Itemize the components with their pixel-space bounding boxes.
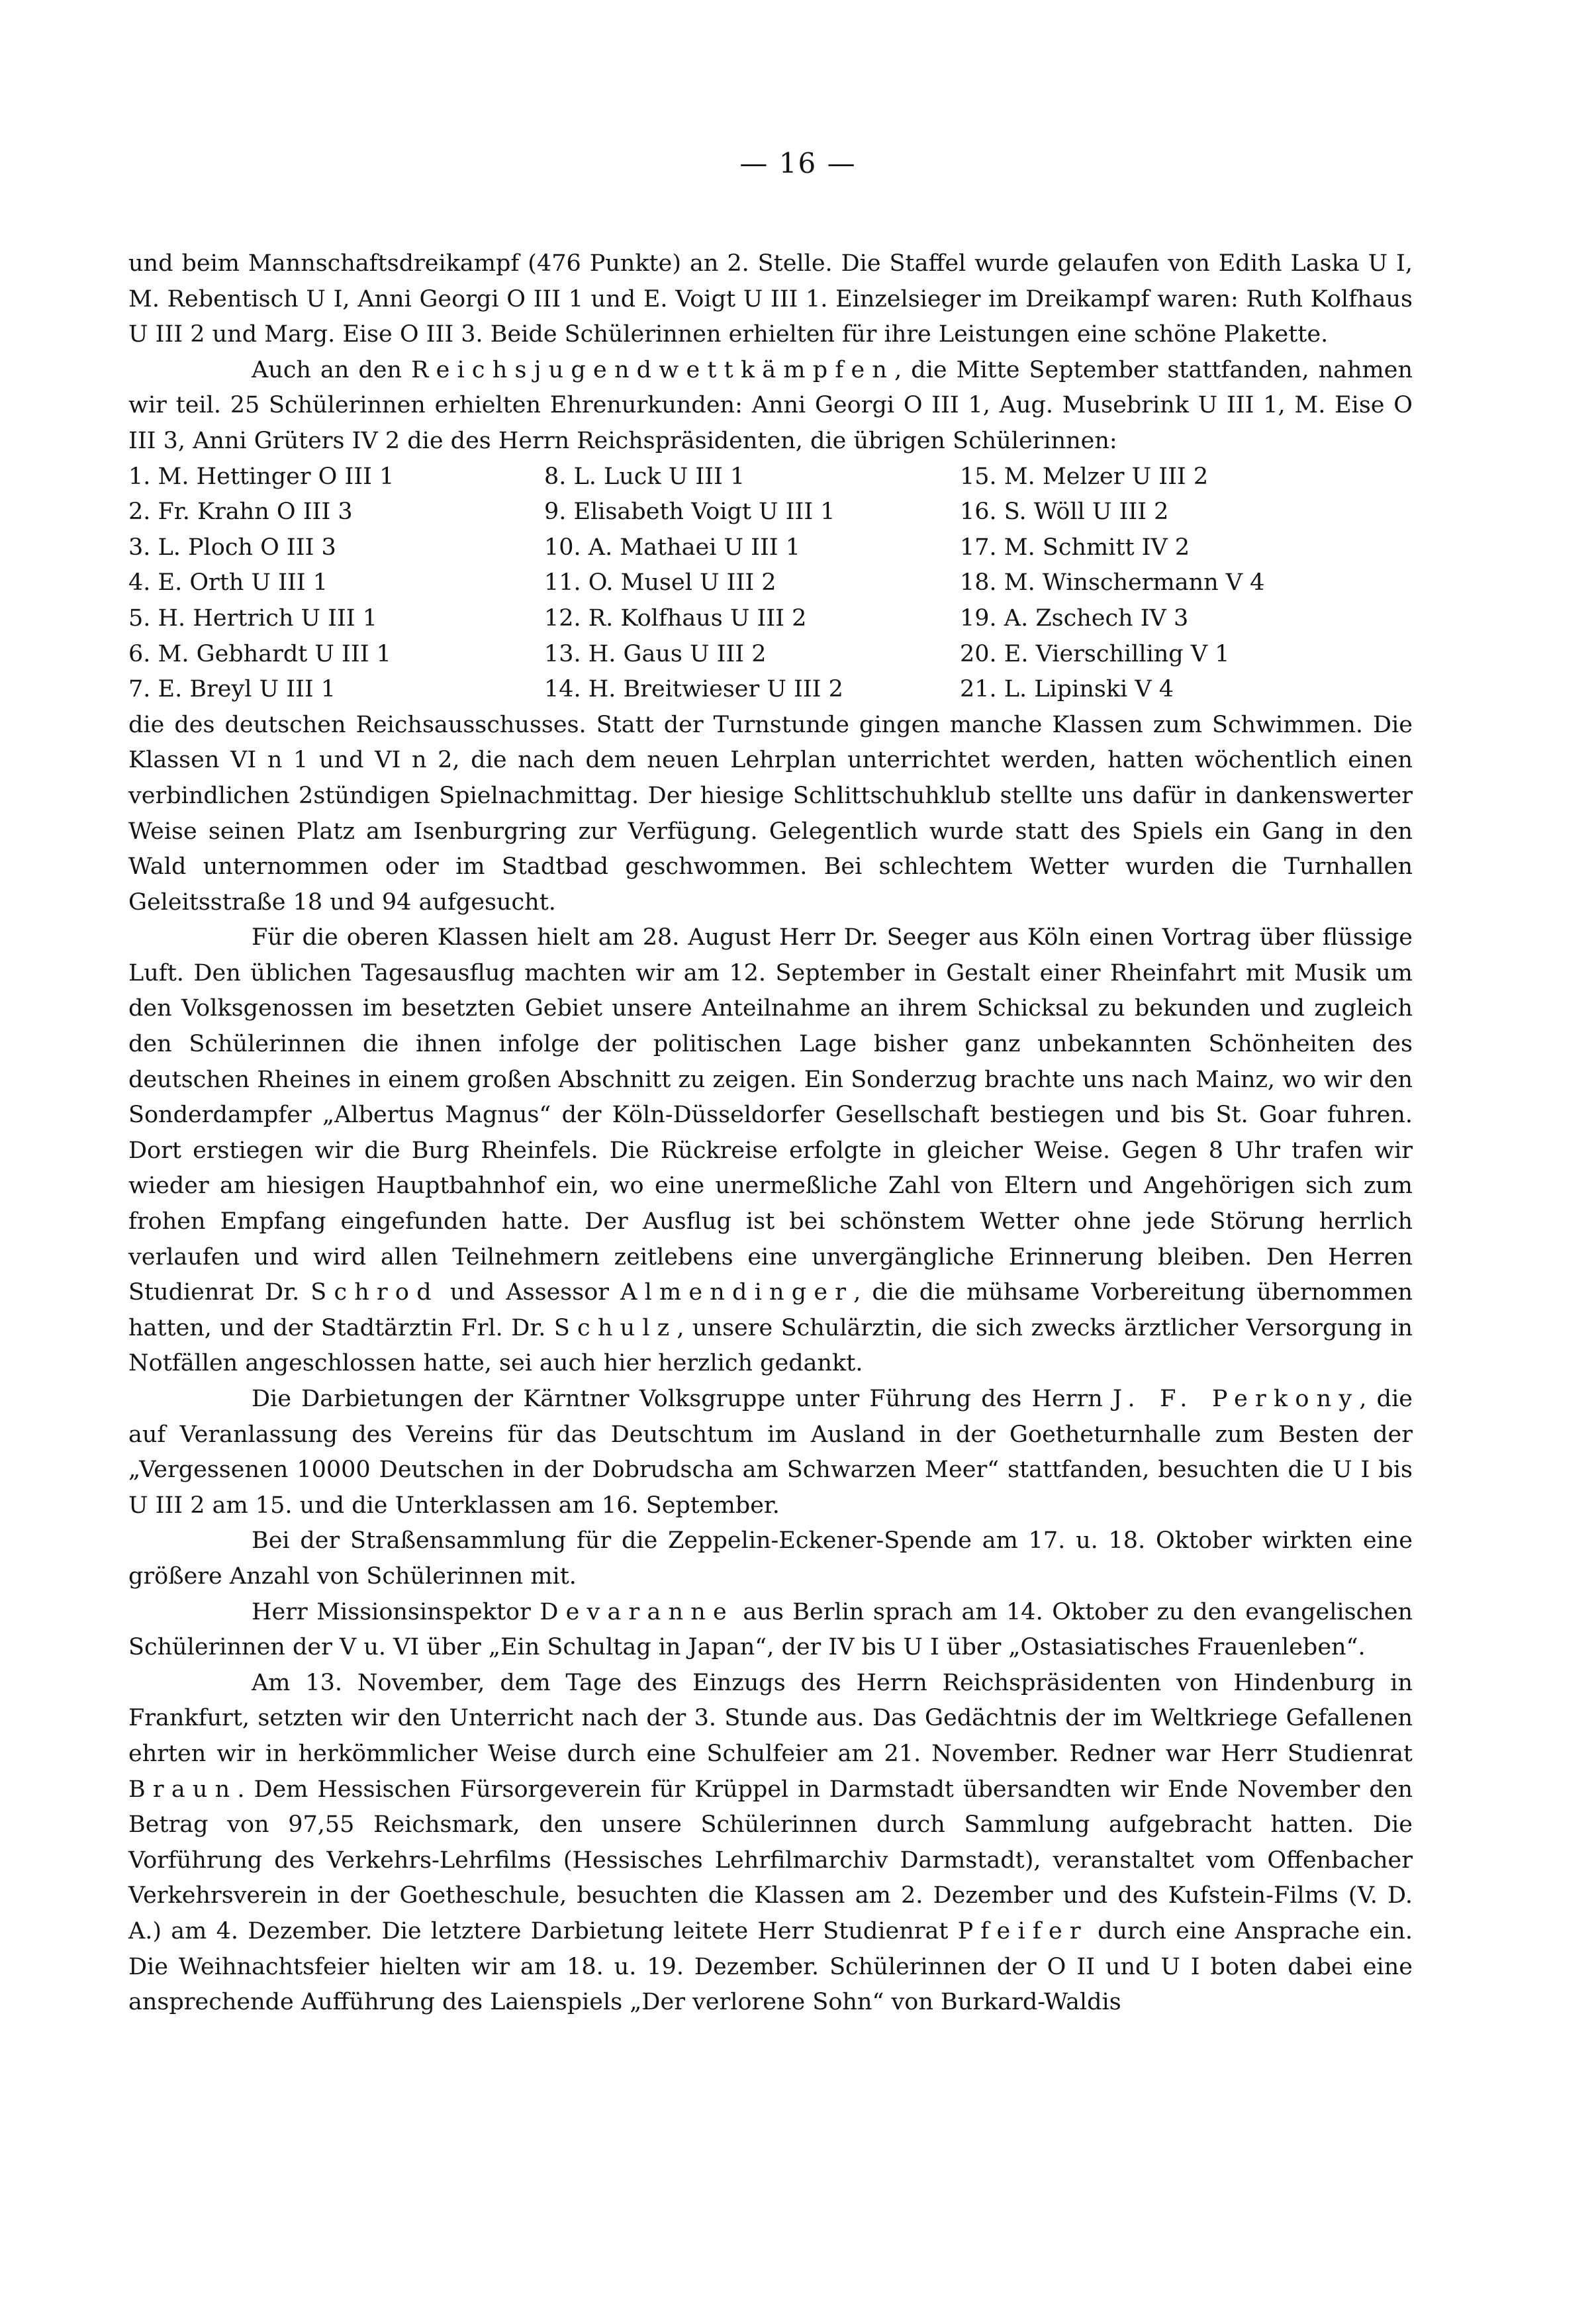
page-number: — 16 — [739,147,857,179]
paragraph-turnen: die des deutschen Reichsausschusses. Statt der Turnstunde gingen manche Klassen zum Schwimmen. Die Klassen VI n 1 und VI n 2, die nach dem neuen Lehrplan unterrichtet werden, hatten wöchentlich einen verbindlichen 2stündigen Spielnachmittag. Der hiesige Schlittschuhklub stellte uns dafür in dankenswerter Weise seinen Platz am Isenburgring zur Verfügung. Gelegentlich wurde statt des Spiels ein Gang in den Wald unternommen oder im Stadtbad geschwommen. Bei schlechtem Wetter wurden die Turnhallen Geleitsstraße 18 und 94 aufgesucht. [128,711,1413,916]
body-text [128,246,1413,2021]
list-item: 16. S. Wöll U III 2 [960,499,1169,526]
list-item: 1. M. Hettinger O III 1 [128,463,395,490]
list-item: 7. E. Breyl U III 1 [128,676,336,703]
list-item: 13. H. Gaus U III 2 [544,640,767,667]
spaced-name: Schrod [310,1279,439,1306]
paragraph-missionsinspektor: Herr Missionsinspektor Devaranne aus Berlin sprach am 14. Oktober zu den evangelischen Schülerinnen der V u. VI über „Ein Schultag in Japan“, der IV bis U I über „Ostasiatisches Frauenleben“. [128,1598,1413,1661]
spaced-name: Devaranne [540,1598,734,1625]
paragraph-reichsjugendwettkaempfe: Auch an den Reichsjugendwettkämpfen, die Mitte September stattfanden, nahmen wir teil. 25 Schülerinnen erhielten Ehrenurkunden: Anni Georgi O III 1, Aug. Musebrink U III 1, M. Eise O III 3, Anni Grüters IV 2 die des Herrn Reichspräsidenten, die übrigen Schülerinnen: [128,356,1413,454]
list-item: 15. M. Melzer U III 2 [960,463,1209,490]
list-item: 11. O. Musel U III 2 [544,569,776,597]
list-item: 6. M. Gebhardt U III 1 [128,640,391,667]
paragraph-rheinfahrt: Für die oberen Klassen hielt am 28. August Herr Dr. Seeger aus Köln einen Vortrag über flüssige Luft. Den üblichen Tagesausflug machten wir am 12. September in Gestalt einer Rheinfahrt mit Musik um den Volksgenossen im besetzten Gebiet unsere Anteilnahme an ihrem Schicksal zu bekunden und zugleich den Schülerinnen die ihnen infolge der politischen Lage bisher ganz unbekannten Schönheiten des deutschen Rheines in einem großen Abschnitt zu zeigen. Ein Sonderzug brachte uns nach Mainz, wo wir den Sonderdampfer „Albertus Magnus“ der Köln-Düsseldorfer Gesellschaft bestiegen und bis St. Goar fuhren. Dort erstiegen wir die Burg Rheinfels. Die Rückreise erfolgte in gleicher Weise. Gegen 8 Uhr trafen wir wieder am hiesigen Hauptbahnhof ein, wo eine unermeßliche Zahl von Eltern und Angehörigen sich zum frohen Empfang eingefunden hatte. Der Ausflug ist bei schönstem Wetter ohne jede Störung herrlich verlaufen und wird allen Teilnehmern zeitlebens eine unvergängliche Erinnerung bleiben. Den Herren Studienrat Dr. Schrod und Assessor Almendinger, die die mühsame Vorbereitung übernommen hatten, und der Stadtärztin Frl. Dr. Schulz, unsere Schulärztin, die sich zwecks ärztlicher Versorgung in Notfällen angeschlossen hatte, sei auch hier herzlich gedankt. [128,924,1413,1377]
list-item: 12. R. Kolfhaus U III 2 [544,604,807,632]
paragraph-strassensammlung: Bei der Straßensammlung für die Zeppelin-Eckener-Spende am 17. u. 18. Oktober wirkten eine größere Anzahl von Schülerinnen mit. [128,1527,1413,1590]
spaced-name: Almendinger [620,1279,854,1306]
spaced-name: J. F. Perkony [1112,1386,1360,1412]
list-item: 19. A. Zschech IV 3 [960,604,1189,632]
list-item: 20. E. Vierschilling V 1 [960,640,1230,667]
list-item: 4. E. Orth U III 1 [128,569,328,597]
list-item: 2. Fr. Krahn O III 3 [128,499,353,526]
list-item: 9. Elisabeth Voigt U III 1 [544,499,835,526]
list-item: 17. M. Schmitt IV 2 [960,534,1190,561]
list-item: 5. H. Hertrich U III 1 [128,604,378,632]
paragraph-dreikampf: und beim Mannschaftsdreikampf (476 Punkte) an 2. Stelle. Die Staffel wurde gelaufen von Edith Laska U I, M. Rebentisch U I, Anni Georgi O III 1 und E. Voigt U III 1. Einzelsieger im Dreikampf waren: Ruth Kolfhaus U III 2 und Marg. Eise O III 3. Beide Schülerinnen erhielten für ihre Leistungen eine schöne Plakette. [128,250,1413,348]
honor-list [128,459,1413,708]
spaced-term: Reichsjugendwettkämpfen [411,356,895,383]
list-item: 3. L. Ploch O III 3 [128,534,336,561]
list-item: 21. L. Lipinski V 4 [960,676,1174,703]
list-item: 18. M. Winschermann V 4 [960,569,1265,597]
paragraph-november-dezember: Am 13. November, dem Tage des Einzugs des Herrn Reichspräsidenten von Hindenburg in Frankfurt, setzten wir den Unterricht nach der 3. Stunde aus. Das Gedächtnis der im Weltkriege Gefallenen ehrten wir in herkömmlicher Weise durch eine Schulfeier am 21. November. Redner war Herr Studienrat Braun. Dem Hessischen Fürsorgeverein für Krüppel in Darmstadt übersandten wir Ende November den Betrag von 97,55 Reichsmark, den unsere Schülerinnen durch Sammlung aufgebracht hatten. Die Vorführung des Verkehrs-Lehrfilms (Hessisches Lehrfilmarchiv Darmstadt), veranstaltet vom Offenbacher Verkehrsverein in der Goetheschule, besuchten die Klassen am 2. Dezember und des Kufstein-Films (V. D. A.) am 4. Dezember. Die letztere Darbietung leitete Herr Studienrat Pfeifer durch eine Ansprache ein. Die Weihnachtsfeier hielten wir am 18. u. 19. Dezember. Schülerinnen der O II und U I boten dabei eine ansprechende Aufführung des Laienspiels „Der verlorene Sohn“ von Burkard-Waldis [128,1669,1413,2016]
paragraph-volksgruppe: Die Darbietungen der Kärntner Volksgruppe unter Führung des Herrn J. F. Perkony, die auf Veranlassung des Vereins für das Deutschtum im Ausland in der Goetheturnhalle zum Besten der „Vergessenen 10000 Deutschen in der Dobrudscha am Schwarzen Meer“ stattfanden, besuchten die U I bis U III 2 am 15. und die Unterklassen am 16. September. [128,1386,1413,1519]
list-item: 10. A. Mathaei U III 1 [544,534,801,561]
spaced-name: Schulz [553,1314,677,1341]
list-item: 8. L. Luck U III 1 [544,463,745,490]
spaced-name: Braun [128,1776,238,1803]
spaced-name: Pfeifer [957,1917,1088,1944]
list-item: 14. H. Breitwieser U III 2 [544,676,843,703]
